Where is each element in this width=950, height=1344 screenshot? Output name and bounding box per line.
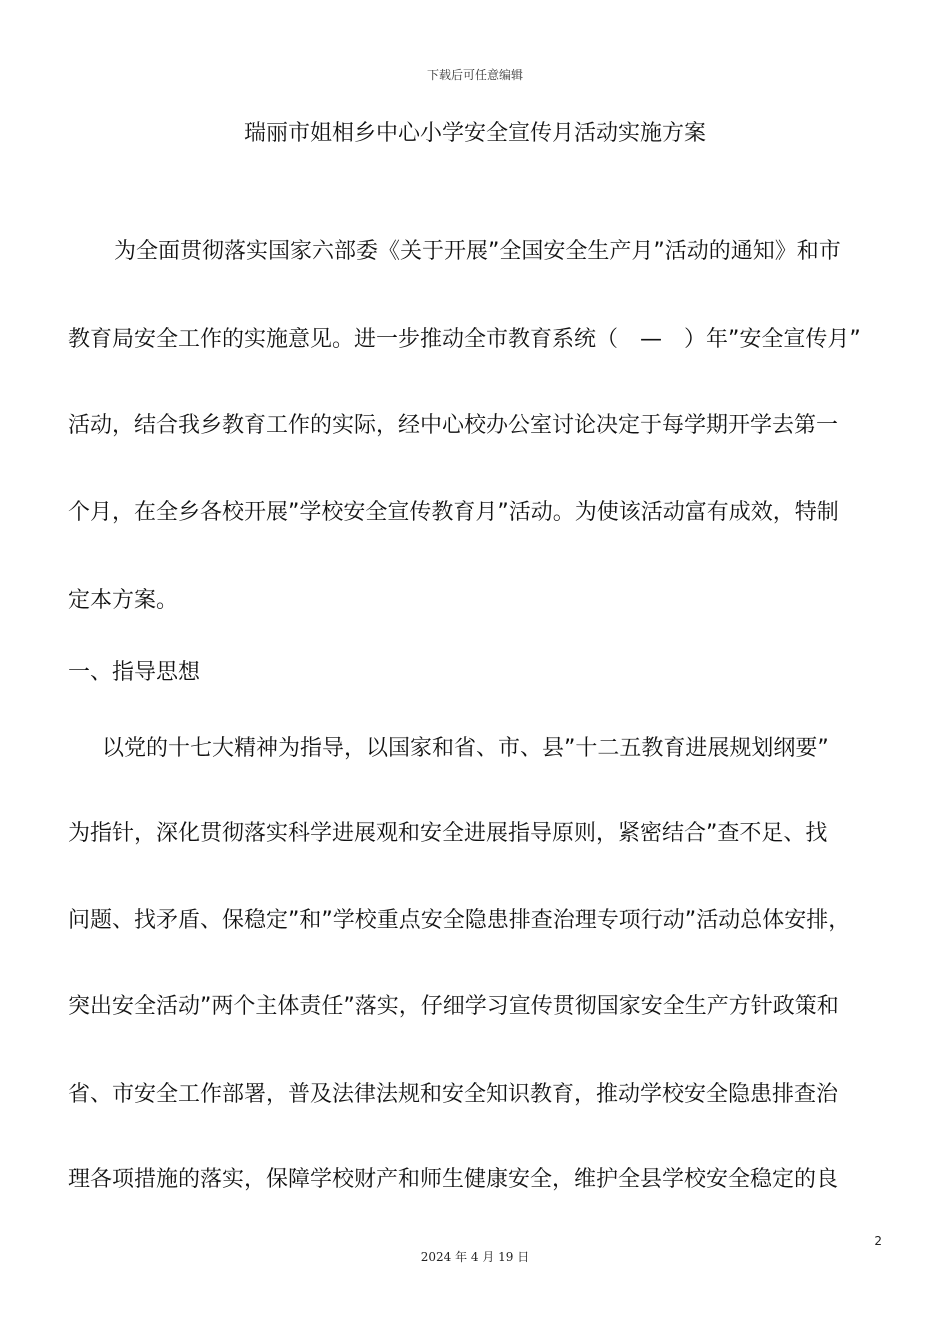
section-heading: 一、指导思想 <box>68 660 201 685</box>
paragraph-line: 个月，在全乡各校开展”学校安全宣传教育月”活动。为使该活动富有成效，特制 <box>68 500 839 525</box>
paragraph-line: 为指针，深化贯彻落实科学进展观和安全进展指导原则，紧密结合”查不足、找 <box>68 821 828 846</box>
paragraph-line: 定本方案。 <box>68 588 179 613</box>
document-title: 瑞丽市姐相乡中心小学安全宣传月活动实施方案 <box>243 121 706 146</box>
paragraph-line: 活动，结合我乡教育工作的实际，经中心校办公室讨论决定于每学期开学去第一 <box>68 413 839 438</box>
paragraph-line: 理各项措施的落实，保障学校财产和师生健康安全，维护全县学校安全稳定的良 <box>68 1167 839 1192</box>
header-note: 下载后可任意编辑 <box>426 68 523 82</box>
page-number: 2 <box>874 1234 882 1248</box>
footer-date: 2024 年 4 月 19 日 <box>420 1250 530 1264</box>
paragraph-line: 问题、找矛盾、保稳定”和”学校重点安全隐患排查治理专项行动”活动总体安排， <box>68 908 851 933</box>
paragraph-line: 为全面贯彻落实国家六部委《关于开展”全国安全生产月”活动的通知》和市 <box>114 239 841 264</box>
paragraph-line: 省、市安全工作部署，普及法律法规和安全知识教育，推动学校安全隐患排查治 <box>68 1082 839 1107</box>
paragraph-line: 教育局安全工作的实施意见。进一步推动全市教育系统（ — ）年”安全宣传月” <box>68 327 861 352</box>
paragraph-line: 以党的十七大精神为指导，以国家和省、市、县”十二五教育进展规划纲要” <box>102 736 829 761</box>
paragraph-line: 突出安全活动”两个主体责任”落实，仔细学习宣传贯彻国家安全生产方针政策和 <box>68 994 839 1019</box>
